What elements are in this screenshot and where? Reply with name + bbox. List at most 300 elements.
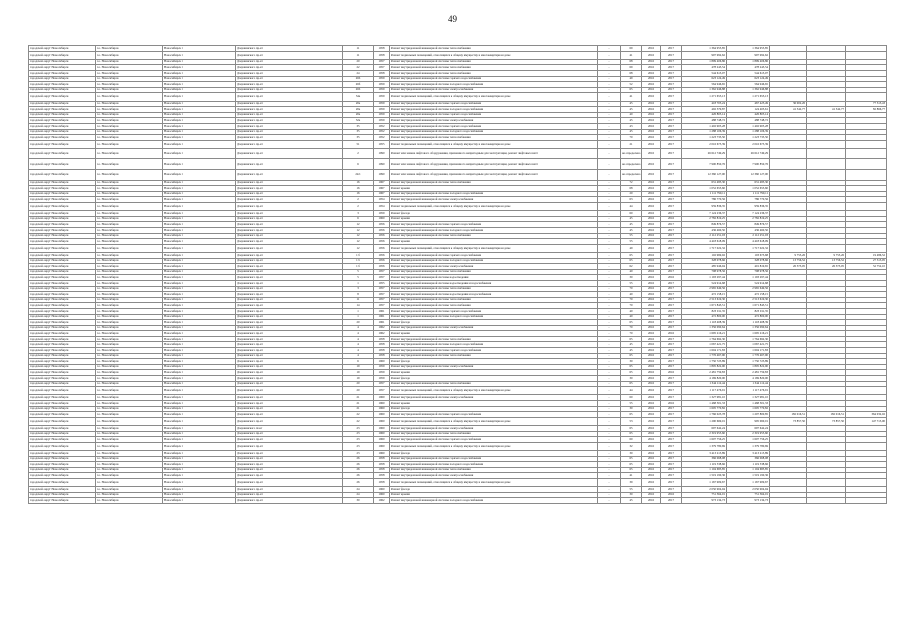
cell-house: 35 [343,123,374,129]
cell-dash: - [598,180,621,186]
cell-city: г.о. Новосибирск [96,353,163,359]
cell-fund: 2 513 619,30 [727,297,770,303]
cell-y2: 2017 [661,417,682,425]
cell-work: Ремонт внутридомовой инженерной системы горячего водоснабжения [390,437,598,443]
cell-house: 26б [343,76,374,82]
cell-dist: городской округ Новосибирск [29,65,96,71]
cell-cost: 849 876,57 [682,222,727,228]
cell-cost: 1 356 090,64 [682,325,727,331]
cell-street: Дзержинского пр-кт [236,498,343,504]
cell-year: 1957 [374,292,390,298]
cell-y1: 2016 [642,159,661,170]
cell-year: 1960 [374,417,390,425]
cell-work: Ремонт внутридомовой инженерной системы теплоснабжения [390,180,598,186]
cell-city: г.о. Новосибирск [96,264,163,270]
cell-house: 30 [343,498,374,504]
cell-fund: 697 642,24 [727,425,770,431]
cell-city: г.о. Новосибирск [96,456,163,462]
cell-year: 1952 [374,129,390,135]
cell-street: Дзержинского пр-кт [236,87,343,93]
cell-house: 23 [343,431,374,437]
cell-work: Ремонт внутридомовой инженерной системы водоотведения [390,275,598,281]
cell-house: 35 [343,135,374,141]
cell-street: Дзержинского пр-кт [236,467,343,473]
cell-cost: 786 770,56 [682,197,727,203]
cell-street: Дзержинского пр-кт [236,492,343,498]
cell-house: 24 [343,487,374,493]
cell-dash: - [598,123,621,129]
cell-cost: 2 782 819,25 [682,216,727,222]
cell-y1: 2016 [642,348,661,354]
cell-street: Дзержинского пр-кт [236,51,343,59]
cell-dist: городской округ Новосибирск [29,401,96,407]
cell-y2: 2017 [661,456,682,462]
cell-y2: 2017 [661,244,682,252]
cell-work: Ремонт внутридомовой инженерной системы водоотведения и водоснабжения [390,280,598,286]
cell-y1: 2016 [642,129,661,135]
cell-e2: 41 542,77 [807,107,846,113]
table-row [29,159,887,170]
cell-work: Ремонт внутридомовой инженерной системы горячего водоснабжения [390,123,598,129]
cell-dash: - [598,264,621,270]
cell-year: 1960 [374,442,390,450]
cell-street: Дзержинского пр-кт [236,487,343,493]
cell-town: Новосибирск г [163,395,236,401]
cell-town: Новосибирск г [163,87,236,93]
cell-y1: 2016 [642,191,661,197]
cell-fund: 124 403,61 [727,107,770,113]
cell-work: Ремонт внутридомовой инженерной системы горячего водоснабжения [390,308,598,314]
cell-y1: 2016 [642,492,661,498]
cell-work: Ремонт внутридомовой инженерной системы холодного водоснабжения [390,498,598,504]
cell-year: 1962 [374,325,390,331]
cell-fund: 12 360 127,00 [727,170,770,181]
cell-y2: 2017 [661,381,682,387]
cell-y1: 2016 [642,478,661,486]
cell-dist: городской округ Новосибирск [29,233,96,239]
cell-wear: 45 [621,216,642,222]
cell-dash: - [598,467,621,473]
cell-year: 1957 [374,381,390,387]
cell-street: Дзержинского пр-кт [236,370,343,376]
cell-work: Ремонт или замена лифтового оборудования, признанного непригодным для эксплуатации, ремонт лифтовых шахт [390,170,598,181]
cell-wear: 65 [621,370,642,376]
cell-city: г.о. Новосибирск [96,325,163,331]
cell-e2 [807,159,846,170]
cell-y2: 2017 [661,70,682,76]
cell-dist: городской округ Новосибирск [29,359,96,365]
cell-y2: 2017 [661,280,682,286]
cell-dist: городской округ Новосибирск [29,112,96,118]
cell-dash: - [598,320,621,326]
table-row [29,170,887,181]
cell-city: г.о. Новосибирск [96,123,163,129]
cell-dist: городской округ Новосибирск [29,76,96,82]
cell-y1: 2016 [642,364,661,370]
cell-dash: - [598,303,621,309]
table-body [29,46,887,504]
cell-town: Новосибирск г [163,101,236,107]
cell-year: 1955 [374,140,390,148]
cell-street: Дзержинского пр-кт [236,406,343,412]
cell-wear: 30 [621,359,642,365]
cell-house: 24/1 [343,170,374,181]
cell-cost: 1 052 653,60 [682,186,727,192]
cell-wear: 70 [621,303,642,309]
cell-fund: 1 717 022,32 [727,244,770,252]
cell-fund: 1 356 090,64 [727,325,770,331]
cell-e1 [770,387,807,395]
cell-dist: городской округ Новосибирск [29,412,96,418]
cell-y1: 2016 [642,280,661,286]
cell-y2: 2017 [661,76,682,82]
cell-work: Ремонт внутридомовой инженерной системы теплоснабжения [390,46,598,52]
cell-street: Дзержинского пр-кт [236,59,343,65]
cell-work: Ремонт подвальных помещений, относящихся к общему имуществу в многоквартирном доме [390,417,598,425]
cell-house: 26а [343,112,374,118]
cell-work: Ремонт подвальных помещений, относящихся к общему имуществу в многоквартирном доме [390,478,598,486]
cell-wear: 72 [621,180,642,186]
cell-house: 21 [343,401,374,407]
cell-fund: 1 288 106,39 [727,129,770,135]
cell-city: г.о. Новосибирск [96,180,163,186]
cell-y2: 2017 [661,325,682,331]
cell-e1: 36 002,26 [770,101,807,107]
cell-e2 [807,498,846,504]
cell-fund: 1 117 476,91 [727,387,770,395]
cell-city: г.о. Новосибирск [96,417,163,425]
cell-fund: 2 481 759,83 [727,370,770,376]
cell-fund: 1 764 692,30 [727,336,770,342]
cell-street: Дзержинского пр-кт [236,239,343,245]
cell-street: Дзержинского пр-кт [236,244,343,252]
cell-house: 1 [343,280,374,286]
cell-fund: 1 223 735,50 [727,135,770,141]
table-row [29,148,887,159]
cell-city: г.о. Новосибирск [96,387,163,395]
cell-town: Новосибирск г [163,425,236,431]
cell-street: Дзержинского пр-кт [236,252,343,258]
cell-dash: - [598,431,621,437]
cell-e2 [807,203,846,211]
cell-work: Ремонт внутридомовой инженерной системы теплоснабжения [390,286,598,292]
cell-e1: 182 016,51 [770,412,807,418]
cell-cost: 1 167 909,67 [682,478,727,486]
cell-y1: 2016 [642,395,661,401]
cell-cost: 488 748,72 [682,118,727,124]
cell-dist: городской округ Новосибирск [29,353,96,359]
cell-dash: - [598,297,621,303]
cell-fund: 1 104 685,85 [727,467,770,473]
cell-y2: 2017 [661,148,682,159]
cell-cost: 2 965 649,56 [682,286,727,292]
cell-dist: городской округ Новосибирск [29,197,96,203]
cell-year: 1961 [374,320,390,326]
cell-town: Новосибирск г [163,140,236,148]
cell-e2 [807,51,846,59]
cell-work: Ремонт внутридомовой инженерной системы теплоснабжения [390,467,598,473]
cell-wear: 41 [621,473,642,479]
cell-street: Дзержинского пр-кт [236,473,343,479]
cell-y1: 2016 [642,112,661,118]
cell-y2: 2017 [661,364,682,370]
cell-work: Ремонт внутридомовой инженерной системы электроснабжения [390,118,598,124]
cell-street: Дзержинского пр-кт [236,442,343,450]
cell-street: Дзержинского пр-кт [236,364,343,370]
cell-dash: - [598,492,621,498]
cell-house: 20 [343,59,374,65]
cell-town: Новосибирск г [163,359,236,365]
cell-city: г.о. Новосибирск [96,258,163,264]
cell-cost: 492 379,87 [682,107,727,113]
cell-year: 1957 [374,387,390,395]
cell-fund: 786 770,56 [727,197,770,203]
cell-town: Новосибирск г [163,191,236,197]
cell-fund: 1 167 909,67 [727,478,770,486]
cell-y2: 2017 [661,222,682,228]
cell-cost: 973 134,73 [682,498,727,504]
cell-dist: городской округ Новосибирск [29,211,96,217]
cell-y1: 2016 [642,101,661,107]
cell-y1: 2016 [642,387,661,395]
cell-city: г.о. Новосибирск [96,170,163,181]
cell-cost: 798 978,56 [682,269,727,275]
page-number: 49 [448,14,457,24]
cell-year: 1956 [374,244,390,252]
cell-e3: 77 513,43 [846,101,887,107]
cell-work: Ремонт внутридомовой инженерной системы теплоснабжения [390,65,598,71]
cell-cost: 564 946,65 [682,82,727,88]
cell-town: Новосибирск г [163,170,236,181]
cell-house: 1 [343,308,374,314]
cell-city: г.о. Новосибирск [96,118,163,124]
cell-y2: 2017 [661,342,682,348]
cell-dash: - [598,412,621,418]
cell-work: Ремонт фасада [390,406,598,412]
cell-dist: городской округ Новосибирск [29,297,96,303]
cell-house: 8 [343,292,374,298]
cell-cost: 1 766 023,78 [682,412,727,418]
cell-wear: 70 [621,297,642,303]
cell-year: 1960 [374,216,390,222]
cell-street: Дзержинского пр-кт [236,412,343,418]
cell-town: Новосибирск г [163,308,236,314]
cell-y1: 2016 [642,487,661,493]
cell-wear: 69 [621,46,642,52]
cell-dist: городской округ Новосибирск [29,191,96,197]
cell-y1: 2016 [642,462,661,468]
cell-street: Дзержинского пр-кт [236,325,343,331]
cell-y1: 2016 [642,170,661,181]
cell-street: Дзержинского пр-кт [236,269,343,275]
cell-dash: - [598,93,621,101]
cell-y1: 2016 [642,286,661,292]
cell-work: Ремонт внутридомовой инженерной системы холодного водоснабжения [390,191,598,197]
cell-house: 1 б [343,252,374,258]
cell-wear: 62 [621,264,642,270]
cell-house: 3 [343,286,374,292]
cell-house: 16 [343,186,374,192]
cell-wear: 49 [621,244,642,252]
cell-cost: 3 413 215,89 [682,450,727,456]
cell-e2 [807,140,846,148]
cell-cost: 1 271 653,13 [682,93,727,101]
cell-fund: 1 750 723,89 [727,359,770,365]
cell-cost: 2 513 619,30 [682,297,727,303]
cell-house: 26б [343,87,374,93]
cell-house: 4 [343,325,374,331]
cell-y2: 2016 [661,401,682,407]
cell-fund: 472 158,15 [727,292,770,298]
cell-y2: 2017 [661,336,682,342]
cell-y1: 2016 [642,258,661,264]
cell-house: 21 [343,406,374,412]
cell-wear: 55 [621,280,642,286]
cell-house: 23 [343,425,374,431]
cell-city: г.о. Новосибирск [96,228,163,234]
cell-fund: 1 364 955,85 [727,46,770,52]
cell-dash: - [598,252,621,258]
cell-e2: 13 756,52 [807,258,846,264]
cell-year: 1960 [374,492,390,498]
cell-street: Дзержинского пр-кт [236,280,343,286]
cell-house: 12 [343,222,374,228]
cell-street: Дзержинского пр-кт [236,222,343,228]
cell-cost: 524 914,68 [682,280,727,286]
cell-dash: - [598,211,621,217]
cell-y1: 2016 [642,406,661,412]
cell-dash: - [598,203,621,211]
cell-town: Новосибирск г [163,303,236,309]
cell-y1: 2016 [642,381,661,387]
cell-y1: 2016 [642,370,661,376]
cell-house: 2 [343,148,374,159]
cell-y2: 2017 [661,292,682,298]
cell-dist: городской округ Новосибирск [29,462,96,468]
cell-y2: 2017 [661,180,682,186]
cell-y2: 2017 [661,123,682,129]
cell-e3 [846,148,887,159]
cell-year: 1958 [374,348,390,354]
cell-dash: - [598,325,621,331]
cell-y2: 2017 [661,197,682,203]
cell-e1 [770,140,807,148]
cell-cost: 102 969,92 [682,252,727,258]
cell-y1: 2016 [642,342,661,348]
cell-y2: 2017 [661,467,682,473]
cell-cost: 1 695 216,21 [682,331,727,337]
cell-y1: 2016 [642,203,661,211]
cell-town: Новосибирск г [163,492,236,498]
cell-y2: 2017 [661,65,682,71]
cell-house: 12 [343,244,374,252]
cell-e2 [807,148,846,159]
cell-wear: 41 [621,93,642,101]
cell-dash: - [598,112,621,118]
cell-town: Новосибирск г [163,320,236,326]
cell-year: 1959 [374,93,390,101]
cell-house: 1 б [343,264,374,270]
cell-dist: городской округ Новосибирск [29,303,96,309]
cell-town: Новосибирск г [163,107,236,113]
cell-y1: 2016 [642,308,661,314]
cell-fund: 973 134,73 [727,498,770,504]
cell-street: Дзержинского пр-кт [236,381,343,387]
cell-work: Ремонт крыши [390,331,598,337]
cell-y2: 2016 [661,370,682,376]
cell-dash: - [598,364,621,370]
cell-wear: 45 [621,107,642,113]
cell-dist: городской округ Новосибирск [29,59,96,65]
cell-work: Ремонт крыши [390,492,598,498]
cell-dash: - [598,280,621,286]
cell-dist: городской округ Новосибирск [29,51,96,59]
cell-y1: 2016 [642,252,661,258]
cell-street: Дзержинского пр-кт [236,336,343,342]
cell-house: 26а [343,101,374,107]
cell-house: 6 [343,159,374,170]
cell-dash: - [598,353,621,359]
cell-dist: городской округ Новосибирск [29,364,96,370]
cell-cost: 1 764 692,30 [682,336,727,342]
cell-town: Новосибирск г [163,336,236,342]
cell-fund: 328 078,66 [727,258,770,264]
cell-town: Новосибирск г [163,292,236,298]
cell-dash: - [598,381,621,387]
cell-town: Новосибирск г [163,258,236,264]
cell-city: г.о. Новосибирск [96,107,163,113]
cell-house: 20 [343,320,374,326]
cell-y2: 2017 [661,359,682,365]
cell-dash: - [598,342,621,348]
cell-work: Ремонт внутридомовой инженерной системы электроснабжения [390,364,598,370]
cell-dash: - [598,107,621,113]
cell-city: г.о. Новосибирск [96,297,163,303]
cell-city: г.о. Новосибирск [96,401,163,407]
cell-y2: 2017 [661,498,682,504]
cell-y1: 2016 [642,376,661,382]
cell-fund: 478 243,54 [727,65,770,71]
cell-street: Дзержинского пр-кт [236,314,343,320]
cell-dash: - [598,456,621,462]
cell-cost: 1 402 905,28 [682,123,727,129]
cell-cost: 418 705,24 [682,101,727,107]
cell-town: Новосибирск г [163,456,236,462]
cell-street: Дзержинского пр-кт [236,417,343,425]
cell-city: г.о. Новосибирск [96,492,163,498]
cell-city: г.о. Новосибирск [96,364,163,370]
cell-street: Дзержинского пр-кт [236,353,343,359]
cell-town: Новосибирск г [163,348,236,354]
cell-e1 [770,148,807,159]
cell-dist: городской округ Новосибирск [29,87,96,93]
cell-cost: 1 607 756,25 [682,437,727,443]
cell-city: г.о. Новосибирск [96,359,163,365]
cell-house: 26 [343,456,374,462]
cell-y1: 2016 [642,244,661,252]
cell-dash: - [598,348,621,354]
cell-town: Новосибирск г [163,252,236,258]
cell-town: Новосибирск г [163,437,236,443]
cell-work: Ремонт крыши [390,186,598,192]
cell-dash: - [598,65,621,71]
cell-fund: 1 899 406,86 [727,59,770,65]
cell-fund: 4 418 618,09 [727,239,770,245]
cell-work: Ремонт подвальных помещений, относящихся к общему имуществу в многоквартирном доме [390,203,598,211]
cell-dash: - [598,51,621,59]
cell-cost: 1 671 843,51 [682,303,727,309]
cell-street: Дзержинского пр-кт [236,359,343,365]
